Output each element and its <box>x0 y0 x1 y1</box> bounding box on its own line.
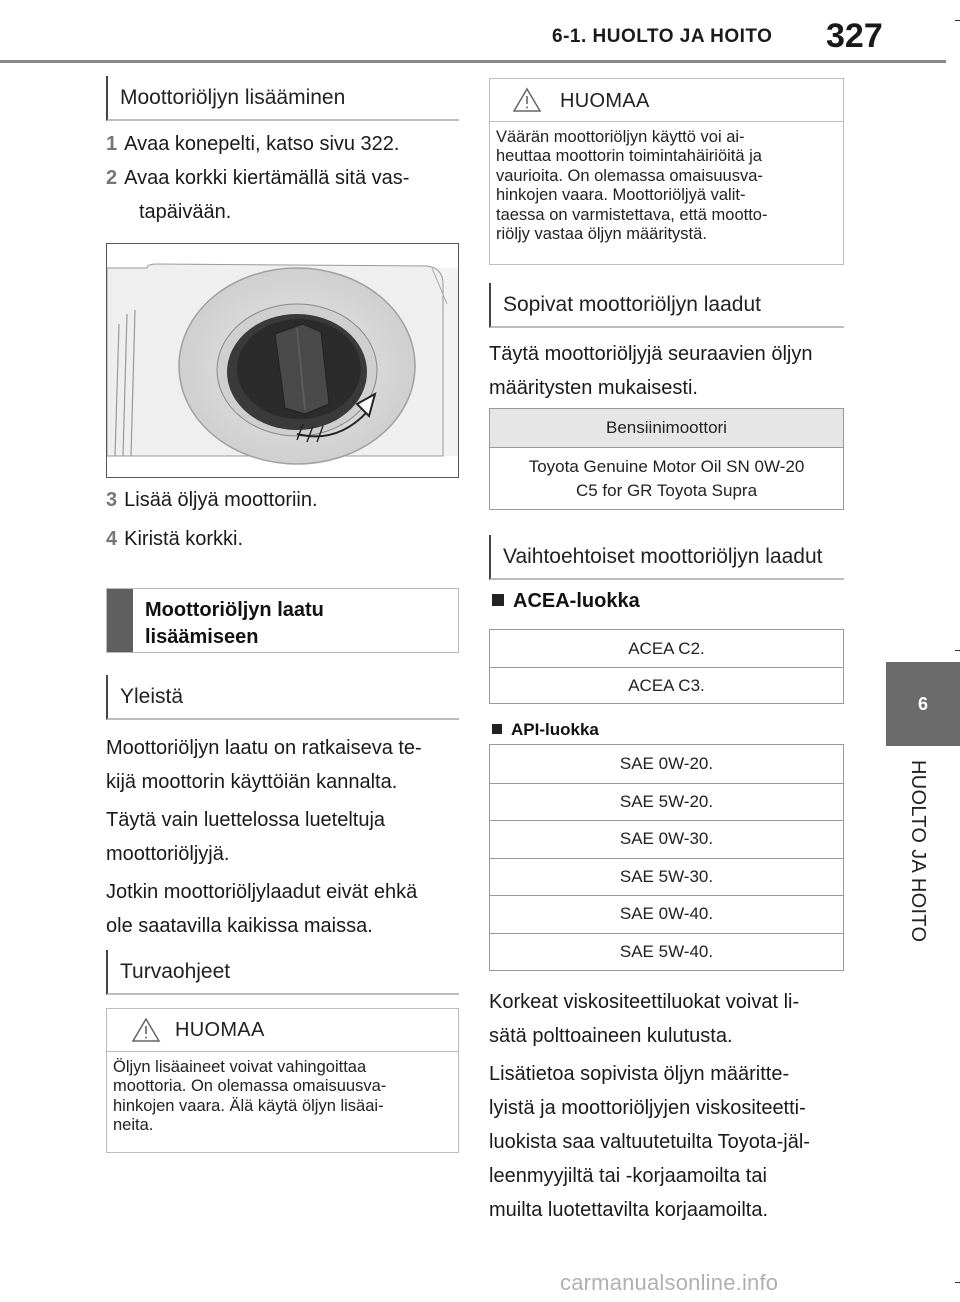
oil-cap-icon <box>107 244 458 477</box>
step-text: Avaa konepelti, katso sivu 322. <box>124 133 400 155</box>
text-line: hinkojen vaara. Älä käytä öljyn lisäai- <box>113 1096 384 1115</box>
text-line: leenmyyjiltä tai -korjaamoilta tai <box>489 1165 767 1187</box>
heading-suitable-oils-text: Sopivat moottoriöljyn laadut <box>503 292 761 316</box>
acea-table <box>489 629 844 704</box>
text-line: moottoria. On olemassa omaisuusva- <box>113 1077 387 1096</box>
table-cell-line: C5 for GR Toyota Supra <box>575 480 758 500</box>
heading-general-text: Yleistä <box>120 684 184 708</box>
table-row: ACEA C3. <box>490 667 843 704</box>
text-line: Väärän moottoriöljyn käyttö voi ai- <box>496 128 745 146</box>
text-line: kijä moottorin käyttöiän kannalta. <box>106 771 398 793</box>
text-line: Täytä moottoriöljyjä seuraavien öljyn <box>489 343 813 365</box>
table-row: SAE 0W-30. <box>490 820 843 858</box>
chapter-number: 6 <box>917 693 928 714</box>
text-line: Korkeat viskositeettiluokat voivat li- <box>489 991 800 1013</box>
heading-line: lisäämiseen <box>145 626 259 648</box>
chapter-tab <box>886 662 960 746</box>
header-rule <box>0 60 946 63</box>
watermark: carmanualsonline.info <box>560 1270 779 1295</box>
heading-alternative-oils-text: Vaihtoehtoiset moottoriöljyn laadut <box>503 544 823 568</box>
warning-icon <box>131 1017 161 1043</box>
oil-cap-illustration <box>106 243 459 478</box>
table-row: ACEA C2. <box>628 638 705 658</box>
text-line: riöljy vastaa öljyn määritystä. <box>496 225 707 244</box>
page-number: 327 <box>826 17 883 55</box>
chapter-label: HUOLTO JA HOITO <box>907 760 929 943</box>
heading-safety <box>106 950 459 995</box>
step-text: Avaa korkki kiertämällä sitä vas- <box>124 167 410 189</box>
step-text: Lisää öljyä moottoriin. <box>124 489 318 511</box>
step-2 <box>106 161 409 195</box>
acea-label: ACEA-luokka <box>513 590 640 612</box>
text-line: ole saatavilla kaikissa maissa. <box>106 915 373 937</box>
table-row: SAE 5W-20. <box>490 783 843 821</box>
text-line: hinkojen vaara. Moottoriöljyä valit- <box>496 186 746 205</box>
notice-header <box>107 1009 458 1052</box>
notice-body <box>490 122 843 250</box>
heading-bar <box>107 589 133 652</box>
api-label: API-luokka <box>511 720 599 739</box>
acea-subheading <box>492 590 640 613</box>
text-line: Lisätietoa sopivista öljyn määritte- <box>489 1063 790 1085</box>
heading-general <box>106 675 459 720</box>
text-line: lyistä ja moottoriöljyjen viskositeetti- <box>489 1097 806 1119</box>
section-title: 6-1. HUOLTO JA HOITO <box>552 26 773 47</box>
step-text: tapäivään. <box>139 201 232 223</box>
square-bullet-icon <box>492 594 504 606</box>
step-number: 3 <box>106 489 118 511</box>
step-number: 1 <box>106 133 118 155</box>
text-line: vaurioita. On olemassa omaisuusva- <box>496 166 763 185</box>
crop-mark <box>955 650 960 651</box>
fill-paragraph <box>489 337 844 405</box>
table-row: SAE 0W-20. <box>619 753 714 773</box>
heading-safety-text: Turvaohjeet <box>120 959 231 983</box>
notice-header <box>490 79 843 122</box>
notice-box-right <box>489 78 844 265</box>
table-cell-line: Toyota Genuine Motor Oil SN 0W-20 <box>528 456 805 476</box>
gasoline-engine-table <box>489 408 844 510</box>
heading-adding-oil <box>106 76 459 121</box>
notice-box-left <box>106 1008 459 1153</box>
square-bullet-icon <box>492 724 502 734</box>
closing-paragraph <box>489 985 849 1227</box>
notice-title: HUOMAA <box>560 90 650 112</box>
text-line: sätä polttoaineen kulutusta. <box>489 1025 733 1047</box>
step-1 <box>106 127 400 161</box>
text-line: Moottoriöljyn laatu on ratkaiseva te- <box>106 737 422 759</box>
step-2-cont <box>139 195 231 229</box>
text-line: muilta luotettavilta korjaamoilta. <box>489 1199 769 1221</box>
crop-mark <box>955 20 960 21</box>
text-line: luokista saa valtuutetuilta Toyota-jäl- <box>489 1131 810 1153</box>
step-4 <box>106 522 243 556</box>
heading-line: Moottoriöljyn laatu <box>145 599 324 621</box>
table-row: SAE 0W-40. <box>490 895 843 933</box>
heading-suitable-oils <box>489 283 844 328</box>
table-row: SAE 5W-40. <box>490 933 843 971</box>
table-row <box>490 447 843 509</box>
text-line: määritysten mukaisesti. <box>489 377 698 399</box>
text-line: taessa on varmistettava, että mootto- <box>496 205 768 224</box>
heading-oil-quality <box>106 588 459 653</box>
table-header: Bensiinimoottori <box>490 409 843 447</box>
api-subheading <box>492 720 599 740</box>
step-number: 4 <box>106 528 118 550</box>
text-line: Jotkin moottoriöljylaadut eivät ehkä <box>106 881 418 903</box>
api-table <box>489 744 844 971</box>
step-3 <box>106 483 318 517</box>
heading-adding-oil-text: Moottoriöljyn lisääminen <box>120 85 346 109</box>
heading-oil-quality-text <box>133 589 336 652</box>
text-line: Täytä vain luettelossa lueteltuja <box>106 809 386 831</box>
notice-title: HUOMAA <box>175 1019 265 1041</box>
crop-mark <box>955 1282 960 1283</box>
step-number: 2 <box>106 167 118 189</box>
warning-icon <box>512 87 542 113</box>
text-line: neita. <box>113 1116 154 1135</box>
text-line: moottoriöljyjä. <box>106 843 230 865</box>
table-row: SAE 5W-30. <box>490 858 843 896</box>
step-text: Kiristä korkki. <box>124 528 244 550</box>
general-paragraph <box>106 731 456 943</box>
text-line: heuttaa moottorin toimintahäiriöitä ja <box>496 147 762 166</box>
text-line: Öljyn lisäaineet voivat vahingoittaa <box>113 1058 367 1076</box>
notice-body <box>107 1052 458 1142</box>
heading-alternative-oils <box>489 535 844 580</box>
